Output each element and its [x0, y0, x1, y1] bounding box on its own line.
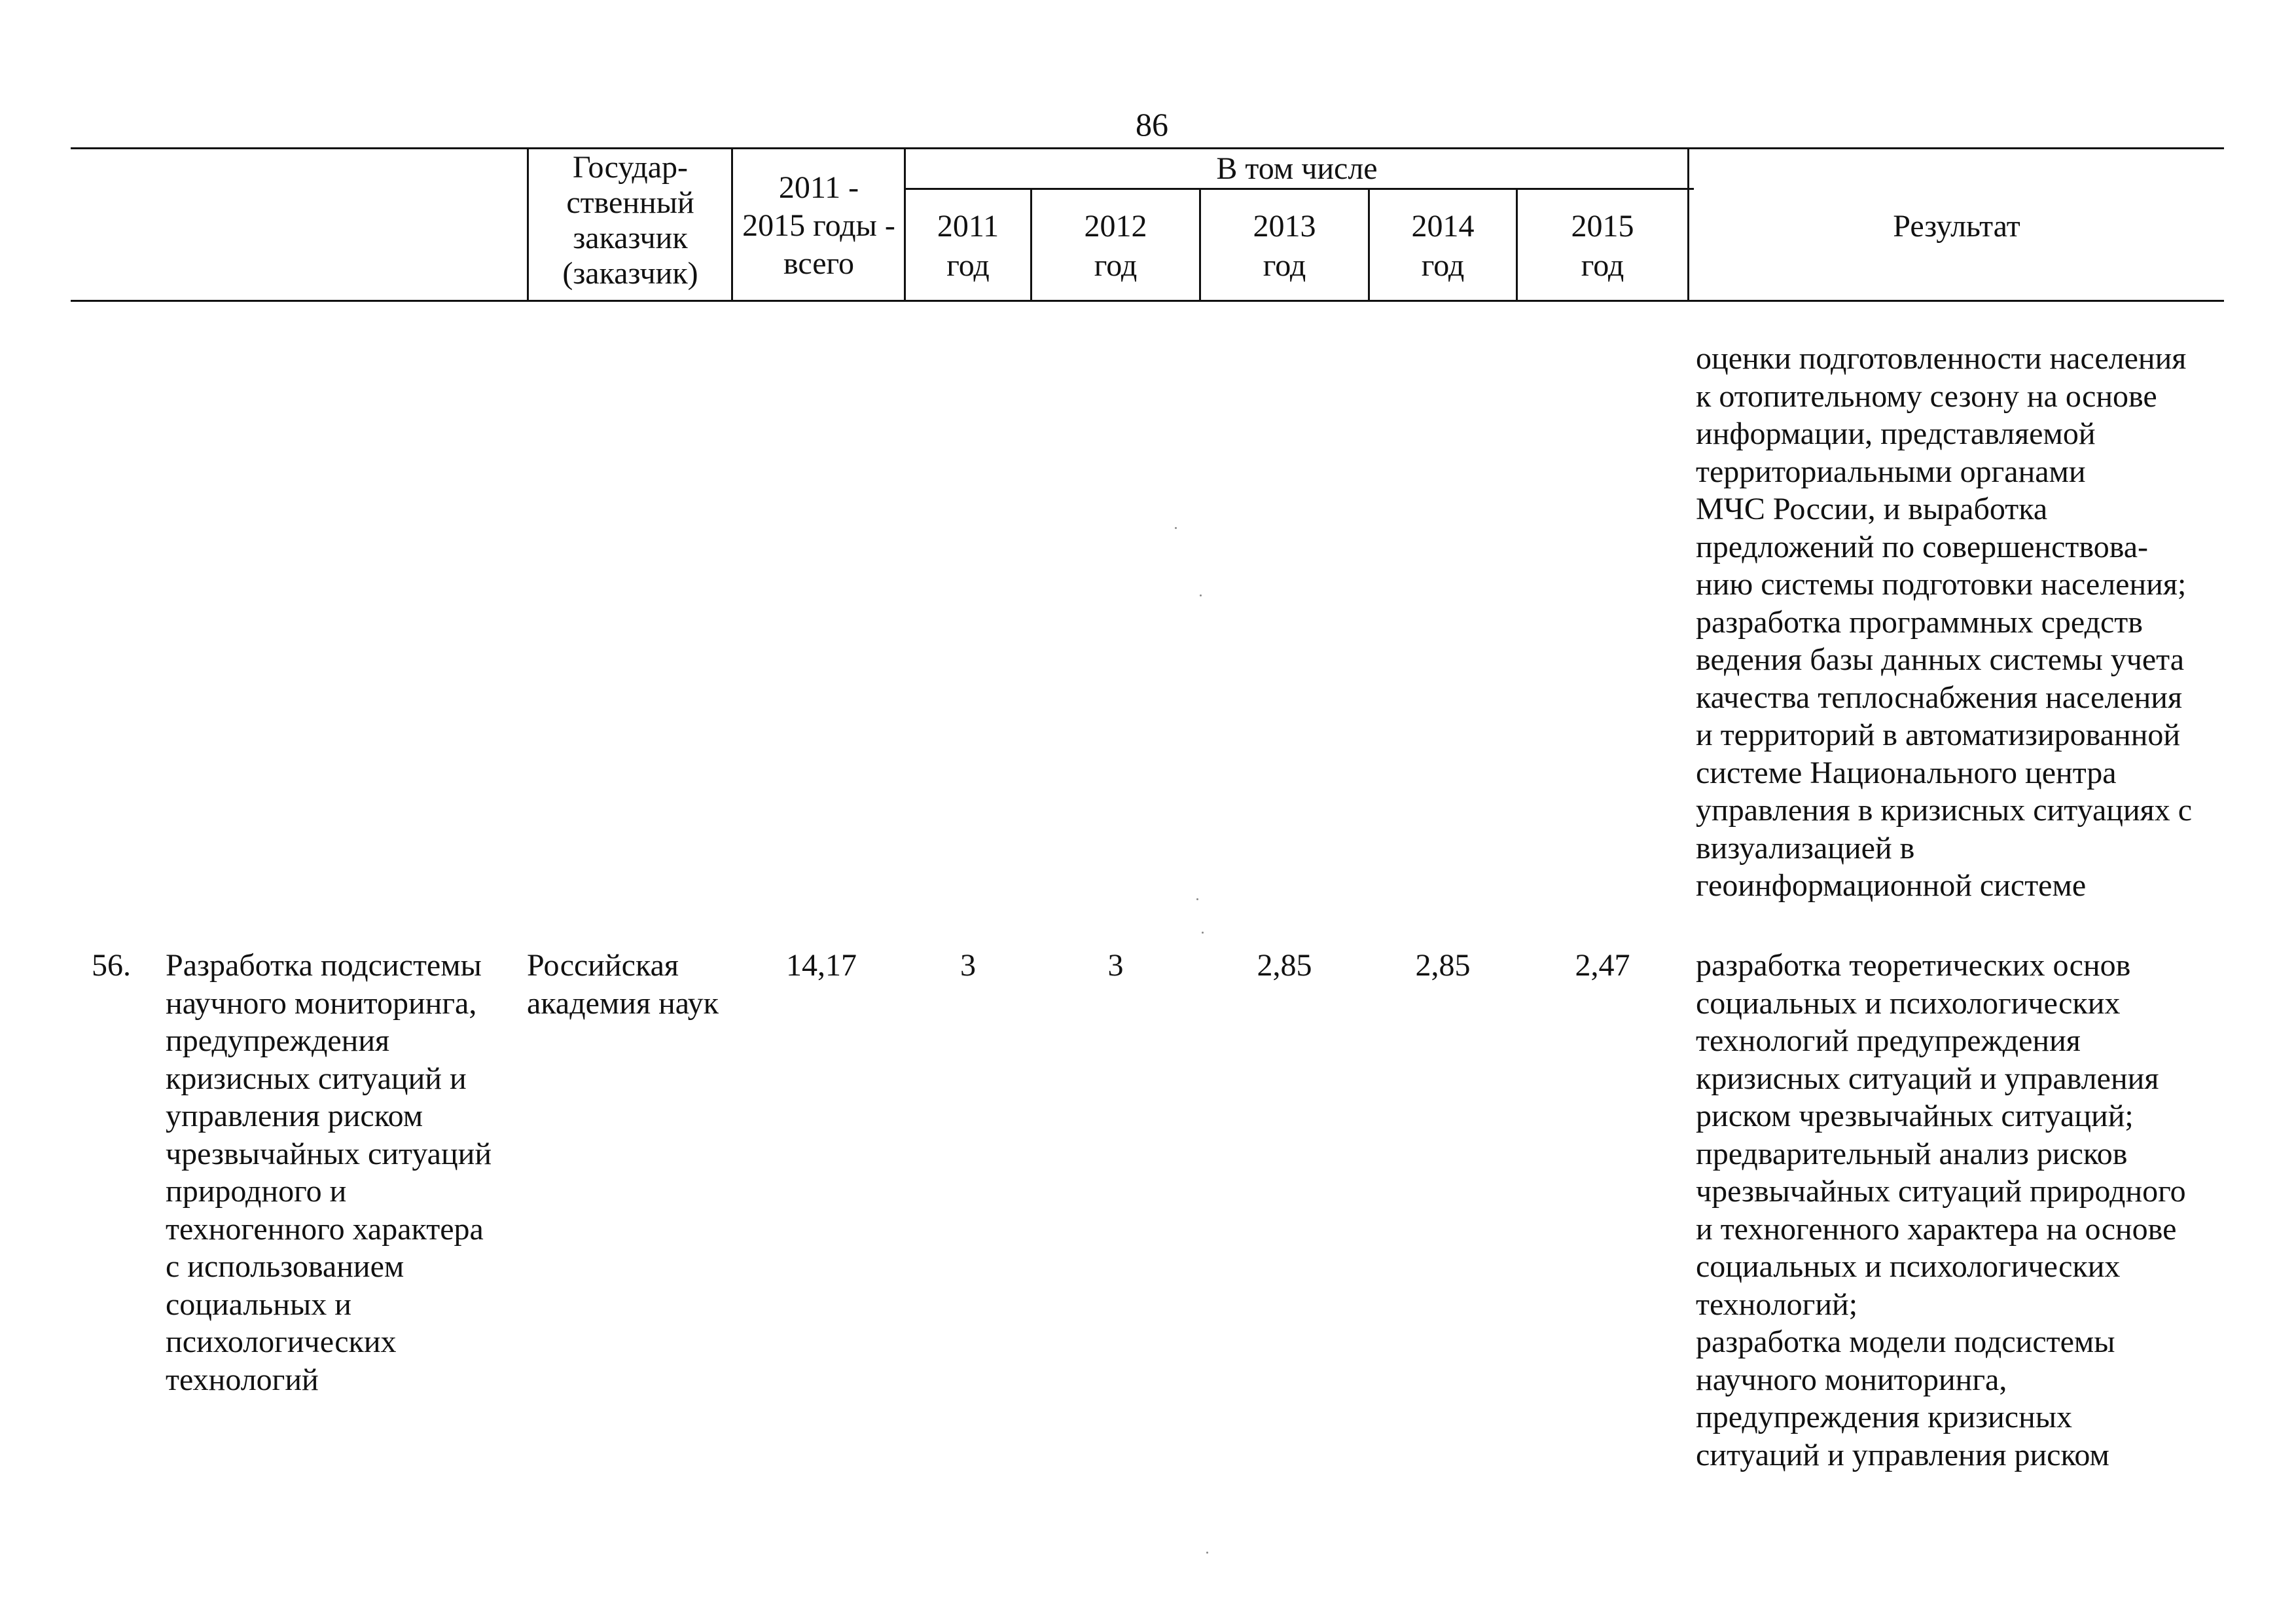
row-name: Разработка подсистемы научного мониторинга, предупреждения кризисных ситуаций и управления риском чрезвычайных ситуаций природного и техногенного характера с использованием социальных и психологических технологий: [166, 948, 492, 1397]
row-customer: Российская академия наук: [527, 948, 719, 1021]
header-customer: Государ- ственный заказчик (заказчик): [562, 150, 698, 291]
row-number: 56.: [92, 948, 131, 983]
scan-speck: [1175, 527, 1177, 529]
scan-speck: [1196, 898, 1198, 900]
header-year-2011: 2011 год: [937, 209, 999, 283]
header-year-2013: 2013 год: [1253, 209, 1316, 283]
row-value-2011: 3: [960, 948, 976, 983]
row-value-2015: 2,47: [1575, 948, 1630, 983]
continuation-result: оценки подготовленности населения к отопительному сезону на основе информации, представляемой территориальными органами МЧС России, и выработка предложений по совершенствова- нию системы подготовки населения; разработка программных средств ведения базы данных системы учета качества теплоснабжения населения и территорий в автоматизированной системе Национального центра управления в кризисных ситуациях с визуализацией в геоинформационной системе: [1696, 341, 2193, 903]
header-year-2014: 2014 год: [1411, 209, 1475, 283]
table-top-rule: [71, 147, 2224, 149]
scan-speck: [1202, 932, 1204, 934]
scan-speck: [1206, 1552, 1208, 1554]
row-result: разработка теоретических основ социальных и психологических технологий предупреждения кризисных ситуаций и управления риском чрезвычайных ситуаций; предварительный анализ рисков чрезвычайных ситуаций природного и техногенного характера на основе социальных и психологических технологий; разработка модели подсистемы научного мониторинга, предупреждения кризисных ситуаций и управления риском: [1696, 948, 2186, 1472]
header-result: Результат: [1893, 209, 2020, 244]
page-number: 86: [1136, 106, 1168, 143]
header-subrule: [905, 188, 1694, 190]
header-year-2012: 2012 год: [1084, 209, 1147, 283]
row-total: 14,17: [786, 948, 857, 983]
scan-speck: [1200, 594, 1202, 596]
row-value-2012: 3: [1107, 948, 1124, 983]
row-value-2014: 2,85: [1415, 948, 1471, 983]
row-value-2013: 2,85: [1257, 948, 1312, 983]
header-total: 2011 - 2015 годы - всего: [742, 170, 895, 281]
header-including: В том числе: [1216, 151, 1378, 186]
table-header-bottom-rule: [71, 300, 2224, 302]
header-year-2015: 2015 год: [1571, 209, 1634, 283]
